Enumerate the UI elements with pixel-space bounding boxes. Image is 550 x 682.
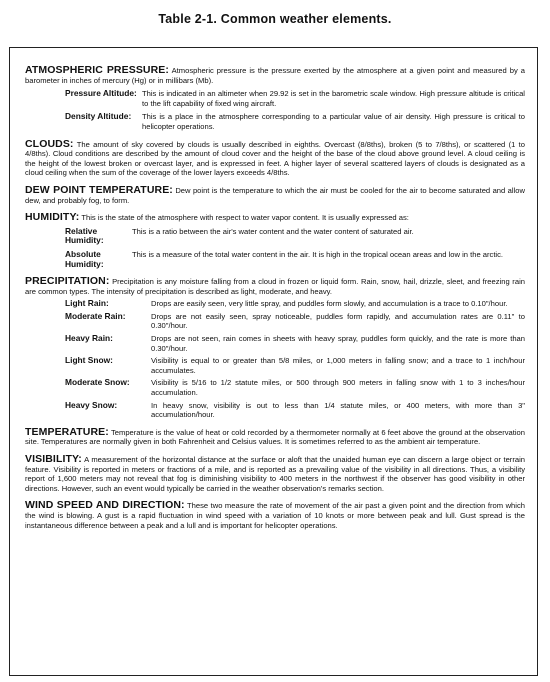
section-paragraph — [25, 137, 525, 178]
section-heading: TEMPERATURE: — [25, 425, 109, 438]
sub-item-heavy-snow — [25, 401, 525, 420]
sub-item-label: Heavy Rain: — [65, 333, 113, 344]
section-heading: HUMIDITY: — [25, 211, 80, 224]
section-heading: DEW POINT TEMPERATURE: — [25, 183, 173, 196]
sub-item-text: This is a measure of the total water content in the air. It is high in the tropical ocean areas and low in the arctic. — [132, 249, 504, 259]
sub-item-label: Relative Humidity: — [65, 225, 104, 246]
section-heading: ATMOSPHERIC PRESSURE: — [25, 64, 169, 76]
sub-item-text: Drops are not easily seen, spray noticeable, puddles form rapidly, and accumulation rates are 0.11" to 0.30"/hour. — [151, 311, 525, 331]
sub-item-text: Drops are easily seen, very little spray, and puddles form slowly, and accumulation is a trace to 0.10"/hour. — [151, 299, 508, 309]
sub-item-text: This is a place in the atmosphere corresponding to a particular value of air density. High pressure is critical to helicopter operations. — [142, 112, 525, 131]
sub-item-list — [25, 227, 525, 269]
section-text: Dew point is the temperature to which the air must be cooled for the air to become saturated and allow dew, and probably fog, to form. — [25, 185, 525, 205]
section-paragraph — [25, 277, 525, 296]
sub-item-relative-humidity — [25, 227, 525, 246]
section-paragraph — [25, 501, 525, 530]
sub-item-absolute-humidity — [25, 250, 525, 269]
section-visibility — [25, 455, 525, 493]
sub-item-moderate-rain — [25, 312, 525, 331]
sub-item-light-rain — [25, 299, 525, 309]
sub-item-pressure-altitude — [25, 89, 525, 108]
sub-item-label: Density Altitude: — [65, 111, 132, 122]
sub-item-text: Drops are not seen, rain comes in sheets with heavy spray, puddles form quickly, and the rate is more than 0.30"/hour. — [151, 334, 525, 353]
section-paragraph — [25, 425, 525, 447]
table-title: Table 2-1. Common weather elements. — [158, 12, 392, 26]
sub-item-label: Pressure Altitude: — [65, 88, 137, 99]
sub-item-label: Light Rain: — [65, 298, 109, 309]
section-paragraph — [25, 213, 525, 223]
sub-item-text: This is a ratio between the air's water content and the water content of saturated air. — [132, 226, 414, 236]
section-text: The amount of sky covered by clouds is usually described in eighths. Overcast (8/8ths), broken (5 to 7/8ths), or scattered (1 to 4/8ths). Cloud conditions are described by the amount of cloud cover and the height of the base of the cloud above ground level. A cloud ceiling is the height of the lowest broken or overcast layer, and is expressed in feet. A higher layer of several scattered layers of clouds is designated as a cloud ceiling when the sum of the coverage of the lower layers exceeds 4/8ths. — [25, 139, 525, 178]
section-temperature — [25, 425, 525, 447]
sub-item-text: Visibility is 5/16 to 1/2 statute miles, or 500 through 900 meters in falling snow with 1 to 3 inches/hour accumulation. — [151, 378, 525, 398]
sub-item-light-snow — [25, 356, 525, 375]
section-heading: CLOUDS: — [25, 137, 74, 150]
section-text: Temperature is the value of heat or cold recorded by a thermometer normally at 6 feet above the ground at the observation site. Temperatures are normally given in both Fahrenheit and Celsius values. It is sometimes referred to as the ambient air temperature. — [25, 427, 525, 447]
sub-item-label: Light Snow: — [65, 355, 113, 366]
sub-item-density-altitude — [25, 112, 525, 131]
sub-item-list — [25, 89, 525, 131]
section-precipitation — [25, 277, 525, 420]
sub-item-label: Heavy Snow: — [65, 399, 118, 410]
sub-item-text: In heavy snow, visibility is out to less than 1/4 statute miles, or 400 meters, with more than 3" accumulation/hour. — [151, 400, 525, 420]
section-text: These two measure the rate of movement of the air past a given point and the direction from which the wind is blowing. A gust is a rapid fluctuation in wind speed with a variation of 10 knots or more between peak and lull. Gust spread is the instantaneous difference between a peak and a lull and is important for helicopter operations. — [25, 501, 525, 530]
table-content — [25, 66, 525, 538]
section-paragraph — [25, 455, 525, 493]
section-atmospheric-pressure — [25, 66, 525, 132]
section-wind-speed-and-direction — [25, 501, 525, 530]
sub-item-list — [25, 299, 525, 420]
section-paragraph — [25, 183, 525, 205]
sub-item-heavy-rain — [25, 334, 525, 353]
sub-item-text: Visibility is equal to or greater than 5/8 miles, or 1,000 meters in falling snow; and a trace to 1 inch/hour accumulates. — [151, 356, 525, 375]
sub-item-label: Moderate Snow: — [65, 377, 130, 388]
section-humidity — [25, 213, 525, 269]
section-dew-point-temperature — [25, 183, 525, 205]
section-text: Atmospheric pressure is the pressure exerted by the atmosphere at a given point and measured by a barometer in inches of mercury (Hg) or in millibars (Mb). — [25, 66, 525, 85]
section-text: This is the state of the atmosphere with respect to water vapor content. It is usually expressed as: — [81, 213, 409, 223]
section-clouds — [25, 137, 525, 178]
sub-item-label: Absolute Humidity: — [65, 248, 104, 269]
sub-item-moderate-snow — [25, 378, 525, 397]
section-paragraph — [25, 66, 525, 85]
sub-item-text: This is indicated in an altimeter when 29.92 is set in the barometric scale window. High pressure altitude is critical to the lift capability of fixed wing aircraft. — [142, 89, 525, 108]
section-heading: PRECIPITATION: — [25, 275, 110, 288]
sub-item-label: Moderate Rain: — [65, 310, 126, 321]
section-heading: WIND SPEED AND DIRECTION: — [25, 499, 185, 512]
section-text: Precipitation is any moisture falling from a cloud in frozen or liquid form. Rain, snow, hail, drizzle, sleet, and freezing rain are common types. The intensity of precipitation is described as light, moderate, and heavy. — [25, 277, 525, 296]
section-heading: VISIBILITY: — [25, 453, 82, 465]
section-text: A measurement of the horizontal distance at the surface or aloft that the unaided human eye can discern a large object or terrain feature. Visibility is reported in meters or fractions of a mile, and is reported as a prevailing value of the visibility in all directions. Thus, a visibility report of 1,600 meters may not reveal that fog is diminishing visibility to 400 meters in the northwest if the observer has good visibility in other directions. However, such an event would typically be carried in the weather observation's remarks section. — [25, 455, 525, 493]
